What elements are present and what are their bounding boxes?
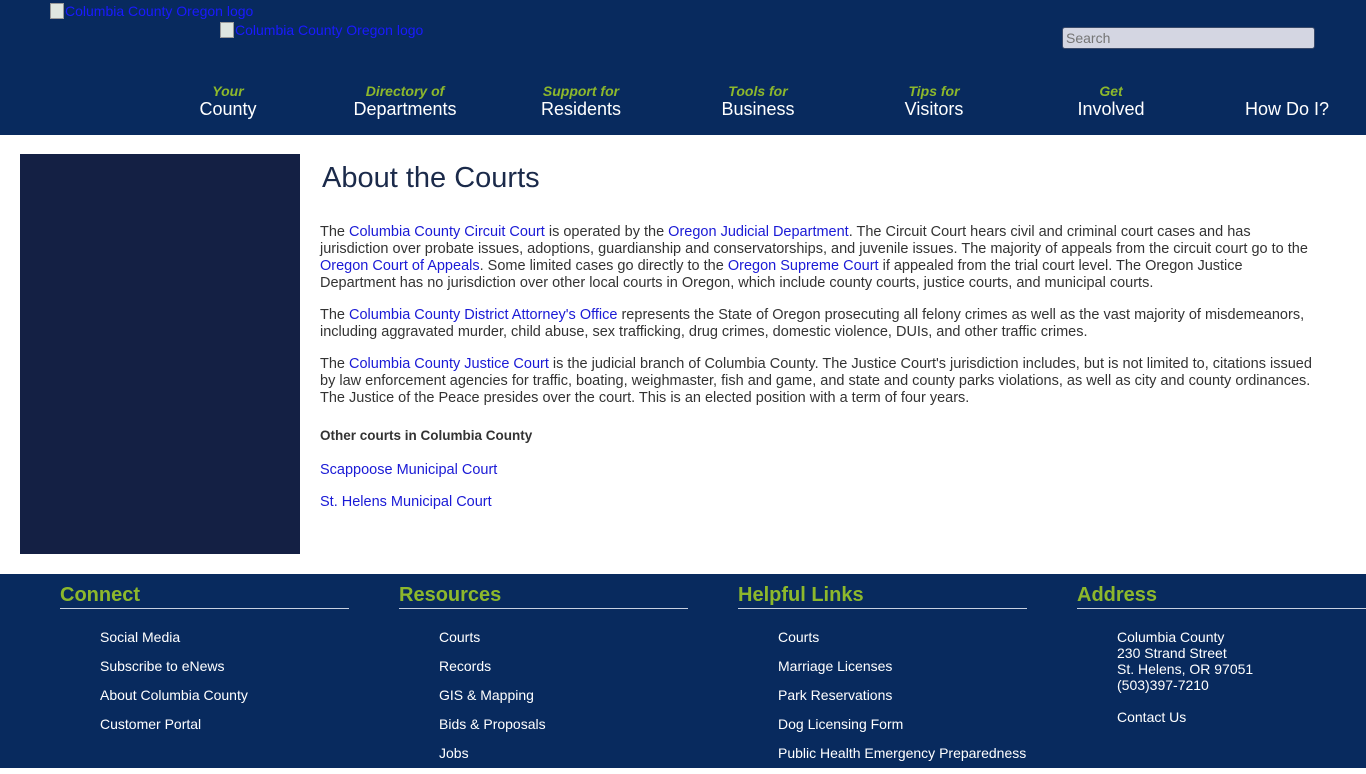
- footer-link[interactable]: GIS & Mapping: [439, 687, 534, 703]
- circuit-court-paragraph: [320, 224, 1320, 292]
- text: represents the State of Oregon prosecuting all felony crimes as well as the vast majority of misdemeanors, including aggravated murder, child abuse, sex trafficking, drug crimes, domestic violence, DUIs, and other traffic crimes.: [320, 307, 1305, 340]
- nav-visitors[interactable]: [905, 83, 964, 120]
- site-footer: [0, 574, 1366, 768]
- sidebar-panel: [20, 154, 300, 554]
- footer-link[interactable]: Marriage Licenses: [778, 658, 893, 674]
- address-line: Columbia County: [1117, 629, 1225, 645]
- address-line: St. Helens, OR 97051: [1117, 661, 1254, 677]
- footer-link[interactable]: Public Health Emergency Preparedness: [778, 745, 1027, 761]
- address-line: 230 Strand Street: [1117, 645, 1227, 661]
- address-block: [1117, 629, 1366, 725]
- footer-heading: Resources: [399, 584, 688, 609]
- nav-subtitle: Get: [1099, 83, 1123, 99]
- justice-court-paragraph: [320, 356, 1320, 407]
- nav-how-do-i[interactable]: [1245, 83, 1329, 120]
- circuit-court-link[interactable]: Columbia County Circuit Court: [349, 224, 545, 240]
- nav-label: Business: [721, 99, 795, 119]
- supreme-court-link[interactable]: Oregon Supreme Court: [727, 258, 879, 274]
- nav-subtitle: Directory of: [365, 83, 445, 99]
- district-attorney-paragraph: [320, 307, 1320, 341]
- footer-helpful-links: [738, 584, 1027, 774]
- footer-link[interactable]: Courts: [439, 629, 481, 645]
- nav-residents[interactable]: [541, 83, 621, 120]
- footer-heading: Connect: [60, 584, 349, 609]
- text: if appealed from the trial court level. The Oregon Justice Department has no jurisdiction over other local courts in Oregon, which include county courts, justice courts, and municipal courts.: [320, 258, 1243, 291]
- nav-label: Visitors: [904, 99, 964, 119]
- footer-resources: [399, 584, 688, 774]
- oregon-judicial-link[interactable]: Oregon Judicial Department: [668, 224, 849, 240]
- justice-court-link[interactable]: Columbia County Justice Court: [349, 356, 549, 372]
- county-logo-link-2[interactable]: [220, 22, 423, 38]
- footer-heading: Address: [1077, 584, 1366, 609]
- nav-subtitle: [1245, 83, 1329, 99]
- nav-subtitle: Support for: [542, 83, 620, 99]
- other-courts-heading: Other courts in Columbia County: [320, 428, 533, 443]
- site-header: [0, 0, 1366, 135]
- logo-alt-text: Columbia County Oregon logo: [235, 22, 424, 38]
- phone-number: (503)397-7210: [1117, 677, 1209, 693]
- footer-link[interactable]: Social Media: [100, 629, 181, 645]
- text: The: [320, 307, 350, 323]
- court-of-appeals-link[interactable]: Oregon Court of Appeals: [320, 258, 480, 274]
- nav-subtitle: Tools for: [728, 83, 788, 99]
- footer-connect: [60, 584, 349, 745]
- page-title: About the Courts: [322, 162, 540, 194]
- footer-link[interactable]: Jobs: [439, 745, 469, 761]
- footer-link[interactable]: Bids & Proposals: [439, 716, 546, 732]
- text: The: [320, 224, 350, 240]
- text: . Some limited cases go directly to the: [479, 258, 728, 274]
- footer-link[interactable]: Customer Portal: [100, 716, 202, 732]
- broken-image-icon: [50, 3, 64, 19]
- broken-image-icon: [220, 22, 234, 38]
- nav-business[interactable]: [721, 83, 794, 120]
- nav-subtitle: Your: [212, 83, 244, 99]
- nav-your-county[interactable]: [199, 83, 256, 120]
- footer-heading: Helpful Links: [738, 584, 1027, 609]
- nav-label: Residents: [540, 99, 622, 119]
- search-input[interactable]: [1062, 27, 1315, 49]
- footer-address: [1077, 584, 1366, 725]
- footer-link[interactable]: Courts: [778, 629, 820, 645]
- main-content: [320, 160, 1320, 526]
- text: is the judicial branch of Columbia County. The Justice Court's jurisdiction includes, but is not limited to, citations issued by law enforcement agencies for traffic, boating, weighmaster, fish and game, and state and county parks violations, as well as city and county ordinances. The Justice of the Peace presides over the court. This is an elected position with a term of four years.: [320, 356, 1312, 406]
- footer-link[interactable]: Records: [439, 658, 492, 674]
- nav-label: How Do I?: [1244, 99, 1330, 119]
- district-attorney-link[interactable]: Columbia County District Attorney's Office: [349, 307, 618, 323]
- nav-label: Departments: [353, 99, 457, 119]
- nav-subtitle: Tips for: [908, 83, 960, 99]
- text: is operated by the: [544, 224, 669, 240]
- footer-link[interactable]: Dog Licensing Form: [778, 716, 904, 732]
- contact-us-link[interactable]: Contact Us: [1117, 709, 1187, 725]
- nav-departments[interactable]: [353, 83, 456, 120]
- county-logo-link[interactable]: [50, 3, 253, 19]
- nav-involved[interactable]: [1077, 83, 1144, 120]
- text: The: [320, 356, 350, 372]
- footer-link[interactable]: Park Reservations: [778, 687, 893, 703]
- footer-link[interactable]: Subscribe to eNews: [100, 658, 225, 674]
- footer-link[interactable]: About Columbia County: [100, 687, 248, 703]
- nav-label: County: [199, 99, 257, 119]
- logo-alt-text: Columbia County Oregon logo: [65, 3, 254, 19]
- st-helens-court-link[interactable]: St. Helens Municipal Court: [320, 494, 492, 510]
- scappoose-court-link[interactable]: Scappoose Municipal Court: [320, 462, 498, 478]
- text: . The Circuit Court hears civil and criminal court cases and has jurisdiction over probate issues, adoptions, guardianship and conservatorships, and juvenile issues. The majority of appeals from the circuit court go to the: [320, 224, 1308, 257]
- nav-label: Involved: [1077, 99, 1145, 119]
